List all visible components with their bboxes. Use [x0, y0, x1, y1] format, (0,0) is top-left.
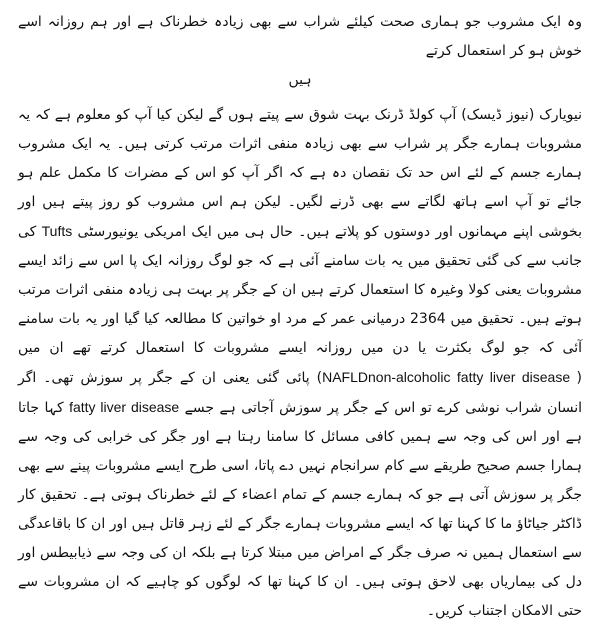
- fatty-liver-term: fatty liver disease: [69, 399, 180, 415]
- body-text-part-1: نیویارک (نیوز ڈیسک) آپ کولڈ ڈرنک بہت شوق سے پیتے ہوں گے لیکن کیا آپ کو معلوم ہے کہ یہ مشروبات ہمارے جگر پر شراب سے بھی زیادہ منفی اثرات مرتب کرتی ہیں۔ یہ ایک مشروب ہمارے جسم کے لئے اس حد تک نقصان دہ ہے کہ اگر آپ کو اس کے مضرات کا مکمل علم ہو جائے تو آپ اسے ہاتھ لگاتے سے بھی ڈرنے لگیں۔ لیکن ہم اس مشروب کو روز پیتے ہیں اور بخوشی اپنے مہمانوں اور دوستوں کو پلاتے ہیں۔ حال ہی میں ایک امریکی یونیورسٹی: [18, 107, 582, 240]
- body-text-part-2: کی جانب سے کی گئی تحقیق میں یہ بات سامنے آئی ہے کہ جو لوگ روزانہ ایک پا اس سے زائد ایسے مشروبات یعنی کولا وغیرہ کا استعمال کرتے ہیں ان کے جگر پر بہت ہی زیادہ منفی اثرات مرتب ہوتے ہیں۔ تحقیق میں 2364 درمیانی عمر کے مرد او خواتین کا مطالعہ کیا گیا اور یہ بات سامنے آئی کہ جو لوگ بکثرت یا دن میں روزانہ ایسے مشروبات کا استعمال کرتے تھے ان میں (: [18, 224, 582, 386]
- news-article: [18, 8, 582, 619]
- body-text-part-4: کہا جاتا ہے اور اس کی وجہ سے ہمیں کافی مسائل کا سامنا رہتا ہے اور جگر کی خرابی کی وجہ سے ہمارا جسم صحیح طریقے سے کام سرانجام نہیں دے پاتا، اسی طرح ایسے مشروبات پینے سے بھی جگر پر سوزش آتی ہے جو کہ ہمارے جسم کے تمام اعضاء کے لئے خطرناک ہوتی ہے۔ تحقیق کار ڈاکٹر جیاٹاؤ ما کا کہنا تھا کہ ایسے مشروبات ہمارے جگر کے لئے زہر قاتل ہیں اور ان کا باقاعدگی سے استعمال ہمیں نہ صرف جگر کے امراض میں مبتلا کرتا ہے بلکہ ان کی وجہ سے ذیابیطس اور دل کی بیماریاں بھی لاحق ہوتی ہیں۔ ان کا کہنا تھا کہ لوگوں کو چاہیے کہ ان مشروبات سے حتی الامکان اجتناب کریں۔: [18, 400, 582, 619]
- headline-line-1: وہ ایک مشروب جو ہماری صحت کیلئے شراب سے بھی زیادہ خطرناک ہے اور ہم روزانہ اسے خوش ہو کر استعمال کرتے: [18, 14, 582, 59]
- nafld-abbreviation: NAFLD: [322, 369, 368, 385]
- article-headline: [18, 8, 582, 95]
- tufts-university-name: Tufts: [41, 223, 73, 239]
- nafld-full-name: [368, 369, 577, 385]
- headline-line-2: ہیں: [288, 72, 312, 88]
- nafld-full-name-text: non-alcoholic fatty liver disease: [368, 369, 571, 385]
- body-text-part-3: ) پائی گئی یعنی ان کے جگر پر سوزش تھی۔ اگر انسان شراب نوشی کرے تو اس کے جگر پر سوزش آجاتی ہے جسے: [18, 370, 582, 416]
- article-body: [18, 101, 582, 626]
